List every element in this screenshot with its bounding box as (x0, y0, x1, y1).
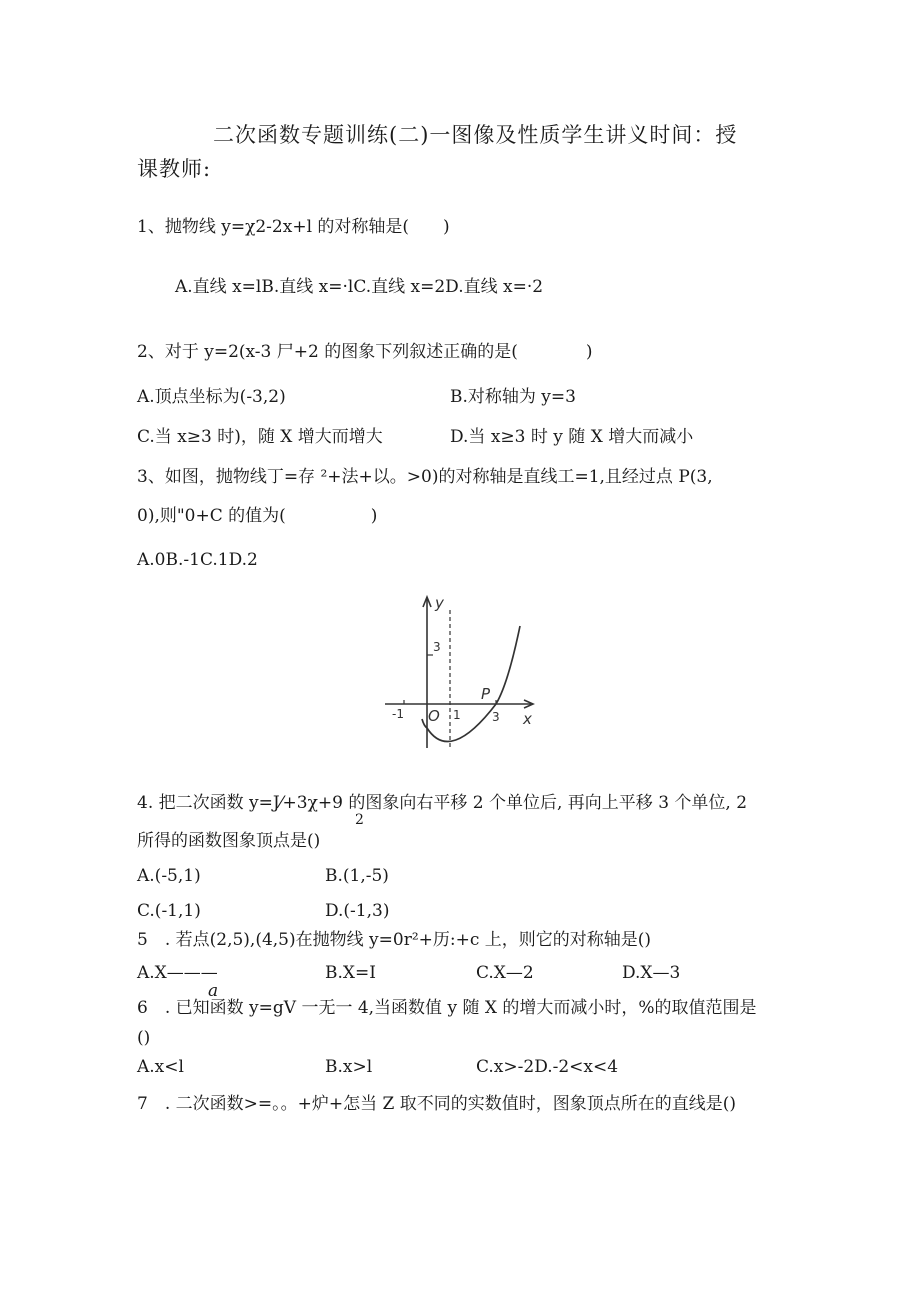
y-axis-label: y (435, 594, 444, 612)
q5-option-a-denominator: a (208, 981, 219, 1001)
q4-fraction-denominator: 2 (355, 812, 364, 828)
q1-options: A.直线 x=lB.直线 x=·lC.直线 x=2D.直线 x=·2 (175, 277, 544, 297)
q2-option-a: A.顶点坐标为(-3,2) (137, 387, 286, 407)
q2-option-d: D.当 x≥3 时 y 随 X 增大而减小 (450, 427, 694, 447)
q5-option-a: A.X——— (137, 963, 218, 983)
q6-option-a: A.x<l (137, 1057, 184, 1077)
q4-stem-line-2: 所得的函数图象顶点是() (137, 831, 321, 851)
q3-stem-line-1: 3、如图，抛物线丁=存 ²+法+以。>0)的对称轴是直线工=1,且经过点 P(3, (137, 467, 713, 487)
q1-stem: 1、抛物线 y=χ2-2x+l 的对称轴是( ) (137, 217, 450, 237)
q2-stem: 2、对于 y=2(x-3 尸+2 的图象下列叙述正确的是( ) (137, 342, 593, 362)
q4-option-b: B.(1,-5) (325, 866, 389, 886)
parabola-graph (380, 588, 545, 758)
q6-stem-line-2: () (137, 1028, 151, 1048)
title-line-1: 二次函数专题训练(二)一图像及性质学生讲义时间：授 (213, 123, 738, 147)
q5-option-b: B.X=I (325, 963, 376, 983)
title-line-2: 课教师: (137, 157, 212, 181)
q5-option-c: C.X—2 (476, 963, 534, 983)
x-tick-label-1: 1 (453, 708, 461, 722)
parabola-curve (427, 626, 520, 742)
q3-stem-line-2: 0),则"0+C 的值为( ) (137, 506, 378, 526)
q2-option-c: C.当 x≥3 时)，随 X 增大而增大 (137, 427, 383, 447)
q4-option-d: D.(-1,3) (325, 901, 390, 921)
origin-label: O (428, 707, 440, 725)
q6-option-c: C.x>-2D.-2<x<4 (476, 1057, 619, 1077)
q7-stem: 7 . 二次函数>=。。+炉+怎当 Z 取不同的实数值时，图象顶点所在的直线是() (137, 1094, 736, 1114)
q6-option-b: B.x>l (325, 1057, 373, 1077)
q5-stem: 5 . 若点(2,5),(4,5)在抛物线 y=0r²+历:+c 上，则它的对称轴是() (137, 930, 652, 950)
q6-stem-line-1: 6 . 已知函数 y=gV 一无一 4,当函数值 y 随 X 的增大而减小时，%的取值范围是 (137, 998, 757, 1018)
x-tick-label-3: 3 (492, 710, 500, 724)
q3-options: A.0B.-1C.1D.2 (137, 550, 258, 570)
y-tick-label-3: 3 (433, 640, 441, 654)
point-p-label: P (481, 685, 491, 703)
x-tick-label-neg1: -1 (392, 707, 404, 721)
q4-option-a: A.(-5,1) (137, 866, 201, 886)
x-axis-label: x (523, 710, 532, 728)
q4-stem-line-1: 4. 把二次函数 y=J⁄+3χ+9 的图象向右平移 2 个单位后, 再向上平移 3 个单位, 2 (137, 793, 748, 813)
q2-option-b: B.对称轴为 y=3 (450, 387, 576, 407)
q4-option-c: C.(-1,1) (137, 901, 201, 921)
q5-option-d: D.X—3 (622, 963, 681, 983)
